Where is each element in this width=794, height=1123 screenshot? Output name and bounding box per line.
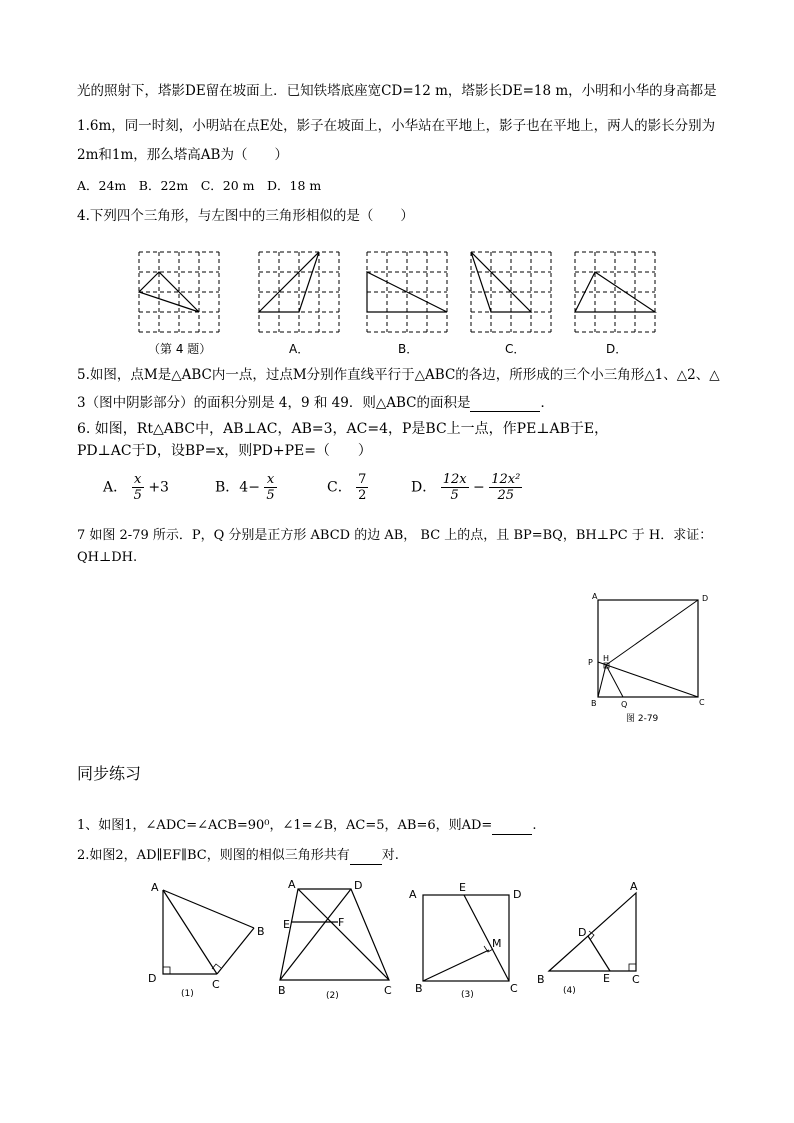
q6-option-a[interactable]	[103, 472, 169, 503]
q4-grid-option-b	[367, 252, 447, 332]
figure-3	[409, 881, 521, 1000]
q7-label-b: B	[591, 699, 597, 708]
q6-option-d-fraction-2: $\frac{\text{12x²}}{25}$	[491, 472, 521, 503]
s1-answer-blank[interactable]	[492, 834, 532, 835]
q6-option-a-label: A．	[103, 479, 128, 496]
q4-caption-b: B．	[398, 342, 419, 356]
fig2-label-c: C	[384, 984, 392, 997]
fig4-label-d: D	[578, 926, 587, 939]
q3-line-1: 光的照射下，塔影DE留在坡面上．已知铁塔底座宽CD=12 m，塔影长DE=18 m，小明和小华的身高都是	[77, 83, 717, 99]
fig4-label-b: B	[537, 973, 545, 986]
q5-line-2	[77, 394, 554, 412]
figure-1	[148, 881, 265, 999]
q6-option-c-label: C．	[327, 479, 352, 496]
s1-tail: .	[532, 818, 537, 833]
figure-4	[537, 880, 640, 996]
fig3-label-b: B	[415, 982, 423, 995]
q4-stem: 4.下列四个三角形，与左图中的三角形相似的是（ ）	[77, 208, 414, 224]
q7-label-c: C	[699, 698, 705, 707]
q7-label-p: P	[588, 658, 593, 667]
q6-option-a-tail: +3	[148, 479, 169, 496]
fig4-label-c: C	[632, 973, 640, 986]
q6-option-b[interactable]	[215, 472, 277, 503]
fig1-caption: (1)	[181, 989, 194, 999]
fig1-label-b: B	[257, 925, 265, 938]
fig2-label-f: F	[338, 916, 345, 929]
fig2-caption: (2)	[326, 991, 339, 1001]
fig3-label-e: E	[459, 881, 466, 894]
q4-grid-option-c	[471, 252, 551, 332]
q6-line-2: PD⊥AC于D，设BP=x，则PD+PE=（ ）	[77, 443, 372, 459]
q3-options: A．24m B．22m C．20 m D．18 m	[77, 178, 322, 193]
q7-label-q: Q	[621, 700, 628, 709]
s2-answer-blank[interactable]	[350, 864, 382, 865]
s1-text: 1、如图1，∠ADC=∠ACB=90⁰，∠1=∠B，AC=5，AB=6，则AD=	[77, 818, 493, 833]
q3-line-3: 2m和1m，那么塔高AB为（ ）	[77, 147, 288, 163]
q6-option-c-fraction: $\frac{7}{2}$	[358, 472, 367, 503]
q6-option-d-fraction-1: $\frac{12x}{5}$	[442, 472, 467, 503]
fig4-label-a: A	[630, 880, 638, 893]
sync-figures	[0, 876, 794, 1006]
q7-figure	[585, 588, 725, 728]
q3-line-2: 1.6m，同一时刻，小明站在点E处，影子在坡面上，小华站在平地上，影子也在平地上，两人的影长分别为	[77, 118, 716, 134]
q7-figure-caption: 图 2-79	[626, 714, 659, 724]
q5-line-2-tail: ．	[540, 395, 554, 411]
q7-label-d: D	[702, 594, 709, 603]
fig4-label-e: E	[603, 972, 610, 985]
fig3-label-a: A	[409, 888, 417, 901]
q6-line-1: 6. 如图，Rt△ABC中，AB⊥AC，AB=3，AC=4，P是BC上一点，作PE⊥AB于E，	[77, 421, 609, 437]
q5-line-2-text: 3（图中阴影部分）的面积分别是 4，9 和 49．则△ABC的面积是	[77, 395, 471, 411]
q5-line-1: 5.如图，点M是△ABC内一点，过点M分别作直线平行于△ABC的各边，所形成的三个小三角形△1、△2、△	[77, 367, 720, 383]
fig3-label-d: D	[513, 888, 522, 901]
q7-segment-hd	[606, 600, 698, 665]
fig2-label-e: E	[283, 918, 290, 931]
q7-label-h: H	[603, 654, 610, 663]
q4-caption-c: C．	[505, 342, 526, 356]
q4-grid-option-a	[259, 252, 339, 332]
q7-segment-bh	[598, 665, 606, 697]
s2-tail: 对.	[381, 848, 399, 863]
fig1-label-c: C	[212, 978, 220, 991]
q6-option-a-fraction: $\frac{x}{5}$	[133, 472, 142, 503]
q6-option-b-label: B．4−	[215, 479, 260, 496]
q7-square	[598, 600, 698, 697]
q6-option-d[interactable]	[411, 472, 522, 503]
fig2-label-d: D	[354, 879, 363, 892]
q5-answer-blank[interactable]	[470, 411, 540, 412]
section-title: 同步练习	[77, 764, 142, 783]
q6-option-b-fraction: $\frac{x}{5}$	[266, 472, 275, 503]
s1-line	[77, 817, 536, 835]
q4-caption-a: A．	[289, 342, 310, 356]
q7-segment-pc	[598, 662, 698, 697]
q6-option-c[interactable]	[327, 472, 368, 503]
q4-grid-original	[139, 252, 219, 332]
fig2-label-b: B	[278, 984, 286, 997]
fig1-label-d: D	[148, 972, 157, 985]
q7-line-1: 7 如图 2-79 所示．P，Q 分别是正方形 ABCD 的边 AB， BC 上的点，且 BP=BQ，BH⊥PC 于 H．求证：	[77, 528, 713, 543]
fig3-label-m: M	[492, 937, 502, 950]
fig2-label-a: A	[288, 878, 296, 891]
fig3-label-c: C	[510, 982, 518, 995]
s2-line	[77, 847, 399, 865]
q4-caption-d: D．	[606, 342, 628, 356]
fig1-label-a: A	[151, 881, 159, 894]
q7-label-a: A	[592, 592, 598, 601]
q7-line-2: QH⊥DH.	[77, 550, 138, 565]
figure-2	[278, 878, 392, 1001]
q6-option-d-label: D．	[411, 479, 437, 496]
fig3-caption: (3)	[461, 990, 474, 1000]
q4-figures	[0, 240, 794, 360]
fig4-caption: (4)	[563, 986, 576, 996]
q4-caption-original: （第 4 题）	[148, 342, 212, 356]
q4-grid-option-d	[575, 252, 655, 332]
s2-text: 2.如图2，AD∥EF∥BC，则图的相似三角形共有	[77, 848, 350, 863]
q6-option-d-minus: −	[473, 479, 485, 496]
